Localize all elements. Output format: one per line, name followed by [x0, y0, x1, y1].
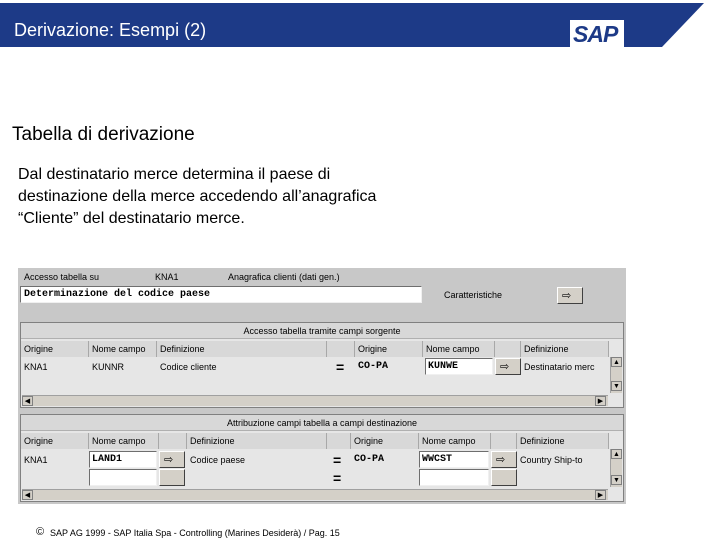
- derivation-table-screen: [18, 268, 626, 504]
- characteristics-button[interactable]: [557, 287, 583, 304]
- column-header: Origine: [355, 341, 423, 357]
- sap-logo: SAP: [570, 20, 624, 48]
- definition-cell: Destinatario merc: [524, 362, 595, 372]
- scroll-right-icon[interactable]: ▶: [595, 396, 606, 406]
- footer-text: SAP AG 1999 - SAP Italia Spa - Controlling (Marines Desiderà) / Pag. 15: [50, 528, 340, 538]
- field-select-button[interactable]: [495, 358, 521, 375]
- field-select-button[interactable]: [159, 451, 185, 468]
- field-select-button[interactable]: [491, 451, 517, 468]
- slide-header: [0, 0, 720, 50]
- arrow-right-icon: ⇨: [500, 361, 510, 373]
- equals-sign: =: [336, 359, 345, 375]
- copyright-icon: ©: [36, 526, 45, 538]
- column-header: Definizione: [187, 433, 327, 449]
- field-name-input[interactable]: LAND1: [89, 451, 157, 468]
- column-header: [495, 341, 521, 357]
- column-header: Definizione: [521, 341, 609, 357]
- description-line: Dal destinatario merce determina il paese di: [18, 166, 331, 183]
- column-header: Definizione: [157, 341, 327, 357]
- origin-cell: KNA1: [24, 455, 48, 465]
- description-line: destinazione della merce accedendo all’anagrafica: [18, 188, 377, 205]
- scroll-left-icon[interactable]: ◀: [22, 396, 33, 406]
- characteristics-label: Caratteristiche: [444, 290, 503, 300]
- field-name-input[interactable]: [89, 469, 157, 486]
- scroll-up-icon[interactable]: ▲: [611, 449, 622, 459]
- arrow-right-icon: ⇨: [496, 454, 506, 466]
- arrow-right-icon: ⇨: [164, 454, 174, 466]
- column-header: [159, 433, 187, 449]
- scroll-down-icon[interactable]: ▼: [611, 475, 622, 485]
- origin-value: CO-PA: [354, 454, 385, 465]
- section-title: Tabella di derivazione: [12, 124, 195, 145]
- arrow-right-icon: ⇨: [562, 290, 572, 302]
- scroll-down-icon[interactable]: ▼: [611, 381, 622, 391]
- column-header: Nome campo: [419, 433, 491, 449]
- origin-cell: KNA1: [24, 362, 48, 372]
- table-description: Anagrafica clienti (dati gen.): [228, 272, 340, 282]
- column-header: Definizione: [517, 433, 609, 449]
- column-header: Origine: [21, 433, 89, 449]
- column-header: Nome campo: [89, 341, 157, 357]
- column-header: Origine: [351, 433, 419, 449]
- field-name-input[interactable]: WWCST: [419, 451, 489, 468]
- definition-cell: Country Ship-to: [520, 455, 583, 465]
- horizontal-scrollbar[interactable]: [22, 489, 608, 500]
- column-header: Nome campo: [423, 341, 495, 357]
- table-access-label: Accesso tabella su: [24, 272, 100, 282]
- column-header: [327, 433, 351, 449]
- slide-title: Derivazione: Esempi (2): [14, 20, 207, 40]
- vertical-scrollbar[interactable]: [610, 449, 622, 487]
- field-name-input[interactable]: KUNWE: [425, 358, 493, 375]
- definition-cell: Codice cliente: [160, 362, 217, 372]
- scroll-up-icon[interactable]: ▲: [611, 357, 622, 367]
- source-fields-panel: [20, 322, 624, 408]
- field-name-cell: KUNNR: [92, 362, 125, 372]
- description-text: [18, 164, 538, 230]
- target-fields-panel: [20, 414, 624, 502]
- table-name: KNA1: [155, 272, 179, 282]
- equals-sign: =: [333, 452, 342, 468]
- panel-title: Accesso tabella tramite campi sorgente: [21, 323, 623, 339]
- field-select-button[interactable]: [159, 469, 185, 486]
- origin-value: CO-PA: [358, 361, 389, 372]
- definition-cell: Codice paese: [190, 455, 246, 465]
- vertical-scrollbar[interactable]: [610, 357, 622, 393]
- field-select-button[interactable]: [491, 469, 517, 486]
- column-header: Origine: [21, 341, 89, 357]
- equals-sign: =: [333, 470, 342, 486]
- panel-title: Attribuzione campi tabella a campi destinazione: [21, 415, 623, 431]
- scroll-left-icon[interactable]: ◀: [22, 490, 33, 500]
- column-header: [491, 433, 517, 449]
- column-header: Nome campo: [89, 433, 159, 449]
- field-name-input[interactable]: [419, 469, 489, 486]
- step-description-field[interactable]: Determinazione del codice paese: [20, 286, 422, 303]
- horizontal-scrollbar[interactable]: [22, 395, 608, 406]
- column-header: [327, 341, 355, 357]
- description-line: “Cliente” del destinatario merce.: [18, 210, 245, 227]
- scroll-right-icon[interactable]: ▶: [595, 490, 606, 500]
